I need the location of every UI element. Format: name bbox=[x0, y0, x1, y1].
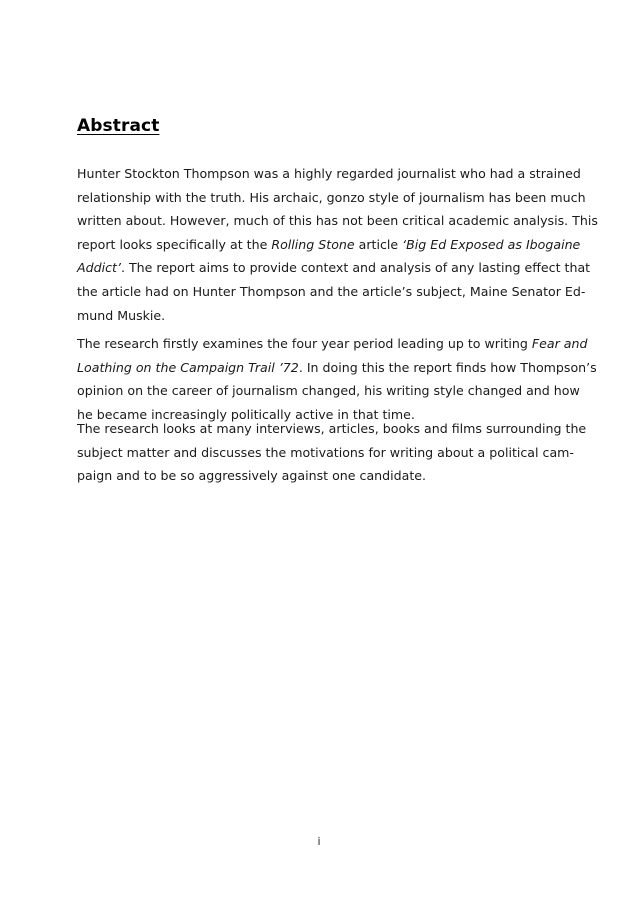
paragraph-line: paign and to be so aggressively against one candidate. bbox=[77, 468, 427, 484]
line-text: . The report aims to provide context and analysis of any lasting effect that bbox=[120, 260, 591, 276]
paragraph-line: written about. However, much of this has not been critical academic analysis. This bbox=[77, 213, 598, 229]
paragraph-line bbox=[77, 332, 588, 356]
line-text: report looks specifically at the bbox=[77, 236, 272, 252]
paragraph-line bbox=[77, 233, 581, 257]
paragraph-line: he became increasingly politically active in that time. bbox=[77, 406, 415, 422]
article-title-end: Addict’ bbox=[77, 260, 121, 276]
line-text: . In doing this the report finds how Thompson’s bbox=[298, 359, 597, 375]
publication-title: Rolling Stone bbox=[271, 236, 355, 252]
paragraph-line: Hunter Stockton Thompson was a highly regarded journalist who had a strained bbox=[77, 166, 581, 181]
paragraph-line: The research looks at many interviews, articles, books and films surrounding the bbox=[77, 421, 587, 436]
abstract-paragraph-1 bbox=[77, 162, 598, 327]
page-number: i bbox=[317, 835, 321, 848]
paragraph-line: relationship with the truth. His archaic, gonzo style of journalism has been much bbox=[77, 189, 586, 205]
abstract-paragraph-3 bbox=[77, 417, 587, 488]
paragraph-line: subject matter and discusses the motivations for writing about a political cam- bbox=[77, 444, 574, 460]
paragraph-line: mund Muskie. bbox=[77, 307, 166, 323]
article-title: ‘Big Ed Exposed as Ibogaine bbox=[402, 236, 581, 252]
paragraph-line: opinion on the career of journalism changed, his writing style changed and how bbox=[77, 383, 580, 399]
paragraph-line bbox=[77, 256, 591, 280]
book-title: Fear and bbox=[531, 336, 588, 351]
paragraph-line bbox=[77, 356, 597, 380]
abstract-paragraph-2 bbox=[77, 332, 597, 426]
line-text: The research firstly examines the four year period leading up to writing bbox=[77, 336, 532, 351]
paragraph-line: the article had on Hunter Thompson and the article’s subject, Maine Senator Ed- bbox=[77, 283, 586, 299]
book-title-end: Loathing on the Campaign Trail ’72 bbox=[77, 359, 299, 375]
line-text: article bbox=[354, 236, 403, 252]
abstract-heading: Abstract bbox=[77, 116, 160, 136]
